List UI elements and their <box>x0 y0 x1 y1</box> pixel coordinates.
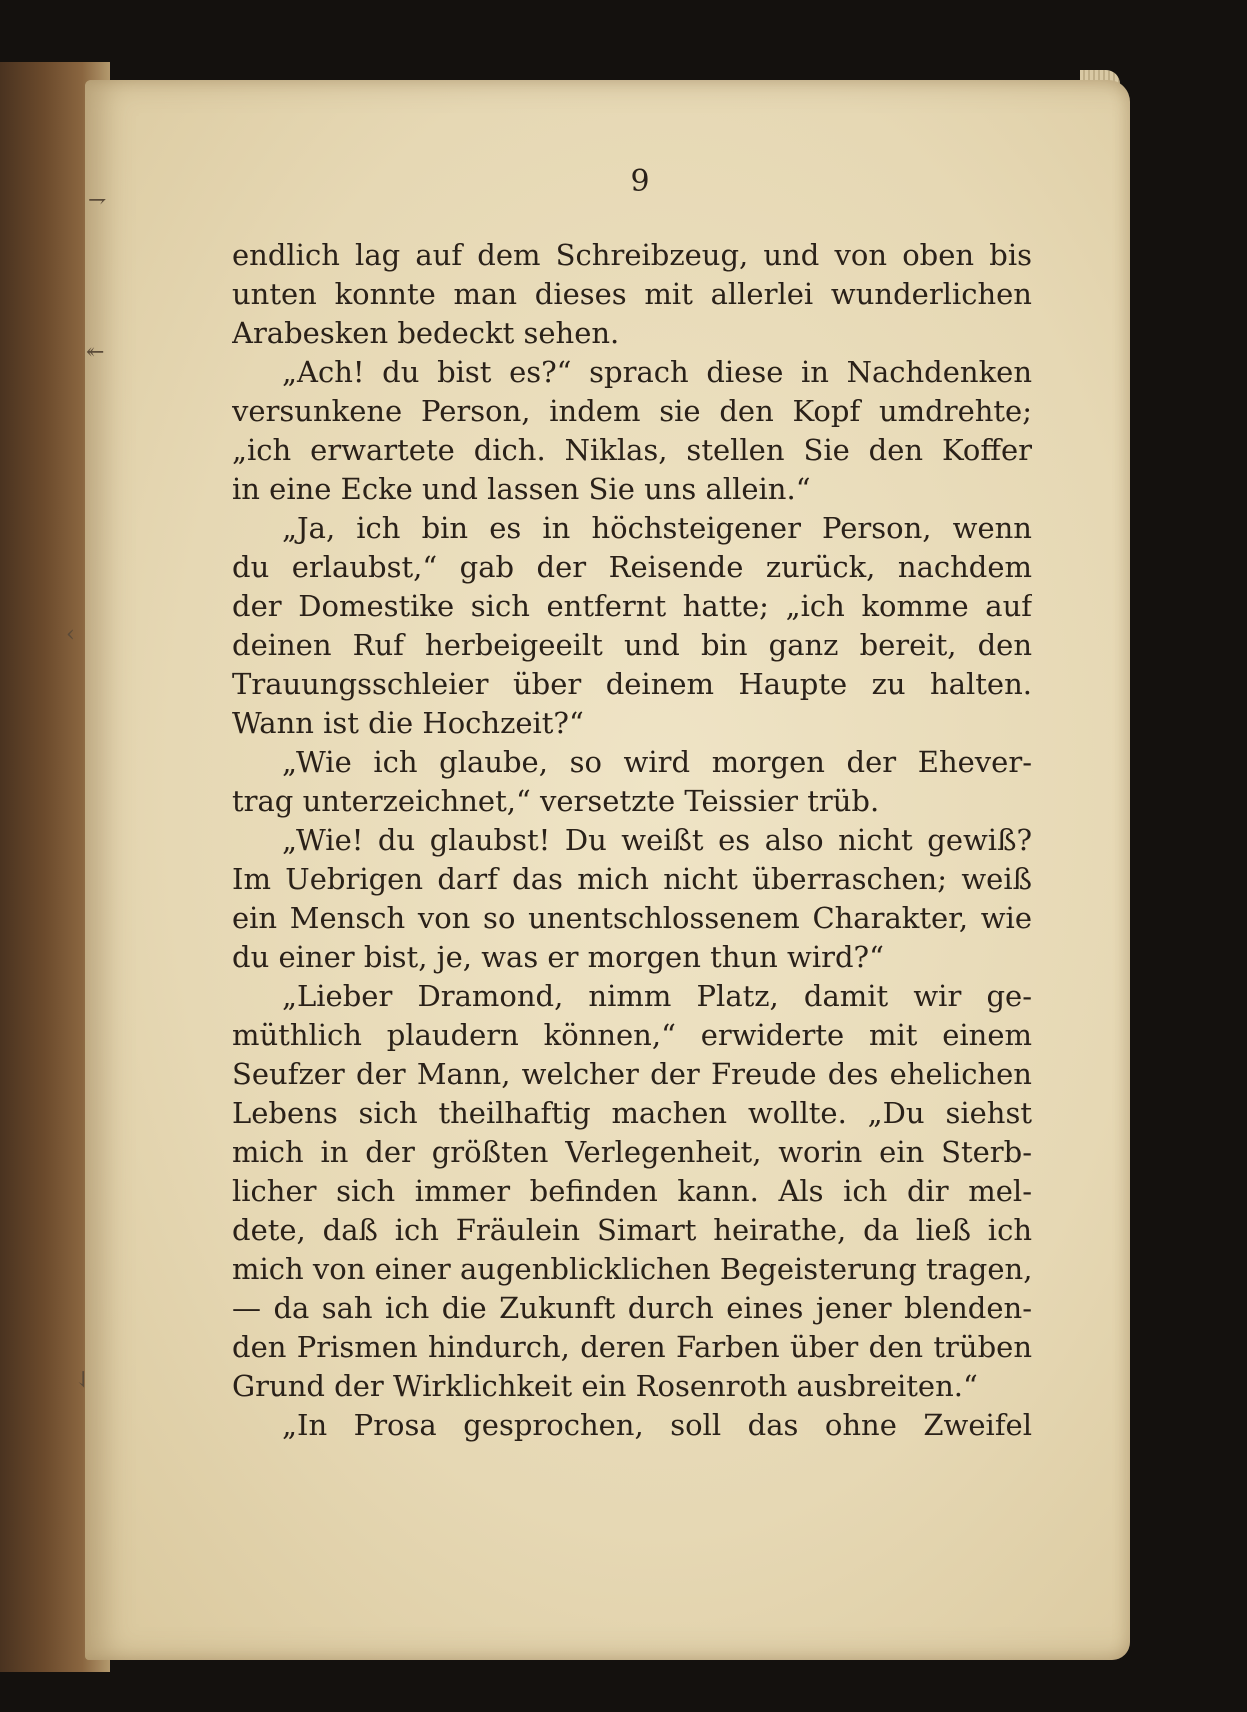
page-text <box>232 236 1032 1445</box>
text-line: Lebens sich theilhaftig machen wollte. „Du siehst <box>232 1096 1032 1130</box>
text-line: müthlich plaudern können,“ erwiderte mit einem <box>232 1018 1032 1052</box>
text-line: du erlaubst,“ gab der Reisende zurück, nachdem <box>232 550 1032 584</box>
text-line: endlich lag auf dem Schreibzeug, und von oben bis <box>232 238 1032 272</box>
text-line: licher sich immer befinden kann. Als ich dir mel- <box>232 1174 1032 1208</box>
text-line: deinen Ruf herbeigeeilt und bin ganz bereit, den <box>232 628 1032 662</box>
text-line: du einer bist, je, was er morgen thun wird?“ <box>232 940 884 974</box>
text-line: in eine Ecke und lassen Sie uns allein.“ <box>232 472 811 506</box>
text-line: Wann ist die Hochzeit?“ <box>232 706 584 740</box>
text-line: der Domestike sich entfernt hatte; „ich komme auf <box>232 589 1032 623</box>
gutter-mark-low: ‹ <box>66 622 75 647</box>
text-line: „Ach! du bist es?“ sprach diese in Nachdenken <box>282 355 1032 389</box>
gutter-mark-mid: ↞ <box>86 340 105 365</box>
gutter-mark-top: ⇁ <box>88 188 107 213</box>
gutter-mark-bottom: ⇃ <box>74 1368 93 1393</box>
text-line: Arabesken bedeckt sehen. <box>232 316 620 350</box>
text-line: trag unterzeichnet,“ versetzte Teissier trüb. <box>232 784 880 818</box>
text-line: Im Uebrigen darf das mich nicht überraschen; weiß <box>232 862 1032 896</box>
text-line: unten konnte man dieses mit allerlei wunderlichen <box>232 277 1032 311</box>
text-line: ein Mensch von so unentschlossenem Charakter, wie <box>232 901 1032 935</box>
text-line: dete, daß ich Fräulein Simart heirathe, da ließ ich <box>232 1213 1032 1247</box>
text-line: versunkene Person, indem sie den Kopf umdrehte; <box>232 394 1032 428</box>
text-line: — da sah ich die Zukunft durch eines jener blenden- <box>232 1291 1032 1325</box>
text-line: „Lieber Dramond, nimm Platz, damit wir ge- <box>282 979 1032 1013</box>
text-line: mich von einer augenblicklichen Begeisterung tragen, <box>232 1252 1032 1286</box>
text-line: „Wie ich glaube, so wird morgen der Ehever- <box>282 745 1032 779</box>
text-line: Trauungsschleier über deinem Haupte zu halten. <box>232 667 1032 701</box>
text-line: Grund der Wirklichkeit ein Rosenroth ausbreiten.“ <box>232 1369 978 1403</box>
text-line: „In Prosa gesprochen, soll das ohne Zweifel <box>282 1408 1032 1442</box>
text-line: „Wie! du glaubst! Du weißt es also nicht gewiß? <box>282 823 1032 857</box>
text-line: mich in der größten Verlegenheit, worin ein Sterb- <box>232 1135 1032 1169</box>
text-line: „Ja, ich bin es in höchsteigener Person, wenn <box>282 511 1032 545</box>
page-number: 9 <box>630 164 650 199</box>
text-line: den Prismen hindurch, deren Farben über den trüben <box>232 1330 1032 1364</box>
text-line: „ich erwartete dich. Niklas, stellen Sie den Koffer <box>232 433 1032 467</box>
text-line: Seufzer der Mann, welcher der Freude des ehelichen <box>232 1057 1032 1091</box>
